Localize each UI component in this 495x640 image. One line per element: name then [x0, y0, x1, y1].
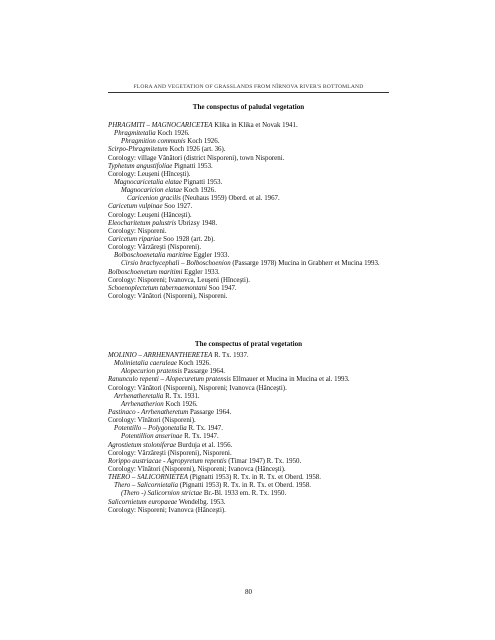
conspectus-line: [108, 385, 393, 393]
taxon-name: THERO – SALICORNIETEA: [108, 474, 189, 482]
conspectus-line: [108, 368, 393, 376]
taxon-name: PHRAGMITI – MAGNOCARICETEA: [108, 122, 213, 129]
conspectus-line: [108, 260, 393, 268]
taxon-name: Caricenion gracilis: [127, 195, 181, 203]
taxon-name: Phragmition communis: [121, 138, 186, 146]
taxon-name: Bolboschoenetalia maritime: [114, 252, 192, 260]
line-text: Corology: Vînători (Nisporeni), Nisporeni; Ivanovca (Hânceşti).: [108, 465, 286, 473]
line-text: R. Tx. 1931.: [163, 392, 200, 400]
conspectus-line: [108, 482, 393, 490]
line-text: Corology: Leuşeni (Hînceşti).: [108, 170, 191, 178]
conspectus-line: [108, 393, 393, 401]
conspectus-line: [108, 293, 393, 301]
line-text: Pignatti 1953.: [172, 162, 213, 170]
conspectus-line: [108, 442, 393, 450]
taxon-name: Ranunculo repenti – Alopecuretum pratensis: [108, 376, 231, 384]
line-text: (Neuhaus 1959) Oberd. et al. 1967.: [180, 195, 280, 203]
conspectus-line: [108, 195, 393, 203]
pratal-conspectus: [108, 352, 393, 515]
paludal-conspectus: [108, 122, 393, 301]
conspectus-line: [108, 187, 393, 195]
taxon-name: Magnocaricion elatae: [121, 187, 183, 195]
taxon-name: Schoenoplectetum tabernaemontani: [108, 284, 207, 292]
taxon-name: Phragmitetalia: [114, 130, 156, 138]
conspectus-line: [108, 179, 393, 187]
line-text: Koch 1926.: [155, 130, 190, 138]
line-text: Eggler 1933.: [191, 252, 230, 260]
conspectus-line: [108, 425, 393, 433]
line-text: Soo 1947.: [206, 284, 237, 292]
conspectus-line: [108, 499, 393, 507]
taxon-name: Agrostietum stoloniferae: [108, 441, 177, 449]
line-text: Corology: Nisporeni; Ivanovca (Hânceşti).: [108, 506, 226, 514]
conspectus-line: [108, 466, 393, 474]
line-text: Corology: Nisporeni.: [108, 227, 167, 235]
line-text: R. Tx. 1937.: [212, 352, 249, 359]
line-text: Corology: Vărzăreşti (Nisporeni).: [108, 244, 202, 252]
line-text: Corology: Vînători (Nisporeni).: [108, 417, 196, 425]
taxon-name: Caricetum vulpinae: [108, 203, 163, 211]
section-title-pratal: The conspectus of pratal vegetation: [194, 340, 303, 348]
conspectus-line: [108, 212, 393, 220]
line-text: (Pignatti 1953) R. Tx. in R. Tx. et Oberd. 1958.: [188, 474, 321, 482]
line-text: Br.-Bl. 1933 em. R. Tx. 1950.: [202, 490, 287, 498]
taxon-name: Potentillion anserinae: [121, 433, 183, 441]
line-text: Koch 1926.: [176, 360, 211, 368]
conspectus-line: [108, 171, 393, 179]
taxon-name: Salicornietum europaeae: [108, 498, 178, 506]
conspectus-line: [108, 277, 393, 285]
line-text: (Timar 1947) R. Tx. 1950.: [226, 457, 302, 465]
conspectus-line: [108, 352, 393, 360]
taxon-name: Molinietalia caeruleae: [114, 360, 177, 368]
line-text: Pignatti 1953.: [181, 178, 223, 186]
conspectus-line: [108, 401, 393, 409]
line-text: Ubrizsy 1948.: [176, 219, 218, 227]
taxon-name: Potentillo – Polygonetalia: [114, 425, 187, 433]
line-text: Burduja et al. 1956.: [176, 441, 233, 449]
taxon-name: Arrhenatherion: [121, 400, 164, 408]
line-text: Soo 1928 (art. 2b).: [161, 235, 215, 243]
line-text: Koch 1926.: [185, 138, 220, 146]
conspectus-line: [108, 433, 393, 441]
line-text: Corology: Vânători (Nisporeni), Nisporeni; Ivanovca (Hânceşti).: [108, 384, 287, 392]
taxon-name: Alopecurion pratensis: [121, 368, 183, 376]
conspectus-line: [108, 122, 393, 130]
conspectus-line: [108, 155, 393, 163]
taxon-name: Rorippo austriacae - Agropyretum repentis: [108, 457, 227, 465]
taxon-name: Thero – Salicornietalia: [114, 482, 179, 490]
taxon-name: Typhetum angustifoliae: [108, 162, 173, 170]
taxon-name: Cirsio brachycephali – Bolboschoenion: [121, 260, 231, 268]
conspectus-line: [108, 507, 393, 515]
taxon-name: MOLINIO – ARRHENANTHERETEA: [108, 352, 213, 359]
taxon-name: Pastinaco - Arrhenatheretum: [108, 408, 189, 416]
conspectus-line: [108, 138, 393, 146]
conspectus-line: [108, 417, 393, 425]
line-text: R. Tx. 1947.: [186, 425, 223, 433]
conspectus-line: [108, 360, 393, 368]
line-text: Corology: Leuşeni (Hânceşti).: [108, 211, 192, 219]
section-title-paludal: The conspectus of paludal vegetation: [192, 103, 305, 111]
conspectus-line: [108, 228, 393, 236]
line-text: Koch 1926 (art. 36).: [167, 146, 226, 154]
line-text: (Pignatti 1953) R. Tx. in R. Tx. et Oberd. 1958.: [178, 482, 312, 490]
conspectus-line: [108, 130, 393, 138]
conspectus-line: [108, 409, 393, 417]
conspectus-line: [108, 203, 393, 211]
conspectus-line: [108, 252, 393, 260]
line-text: Corology: village Vânători (district Nisporeni), town Nisporeni.: [108, 154, 285, 162]
conspectus-line: [108, 146, 393, 154]
line-text: Eggler 1933.: [182, 268, 220, 276]
line-text: Soo 1927.: [162, 203, 193, 211]
conspectus-line: [108, 285, 393, 293]
taxon-name: Caricetum ripariae: [108, 235, 162, 243]
conspectus-line: [108, 490, 393, 498]
line-text: Passarge 1964.: [188, 408, 232, 416]
header-rule: [108, 92, 389, 93]
conspectus-line: [108, 220, 393, 228]
conspectus-line: [108, 236, 393, 244]
line-text: Koch 1926.: [163, 400, 198, 408]
conspectus-line: [108, 376, 393, 384]
conspectus-line: [108, 244, 393, 252]
line-text: Passarge 1964.: [182, 368, 225, 376]
taxon-name: Bolboschoenetum maritimi: [108, 268, 183, 276]
line-text: Koch 1926.: [182, 187, 216, 195]
line-text: Corology: Nisporeni; Ivanovca, Leuşeni (Hînceşti).: [108, 276, 250, 284]
taxon-name: (Thero -) Salicornion strictae: [121, 490, 203, 498]
conspectus-line: [108, 474, 393, 482]
conspectus-line: [108, 163, 393, 171]
line-text: Corology: Vărzăreşti (Nisporeni), Nisporeni.: [108, 449, 232, 457]
conspectus-line: [108, 458, 393, 466]
taxon-name: Eleocharitetum palustris: [108, 219, 177, 227]
line-text: Klika in Klika et Novak 1941.: [212, 122, 298, 129]
line-text: Ellmauer et Mucina in Mucina et al. 1993.: [231, 376, 350, 384]
line-text: Corology: Vânători (Nisporeni), Nisporeni.: [108, 292, 228, 300]
running-head: FLORA AND VEGETATION OF GRASSLANDS FROM NÎRNOVA RIVER'S BOTTOMLAND: [133, 84, 364, 90]
taxon-name: Scirpo-Phragmitetum: [108, 146, 168, 154]
conspectus-line: [108, 450, 393, 458]
page-number: 80: [245, 588, 252, 596]
line-text: Wendelbg. 1953.: [177, 498, 226, 506]
line-text: (Passarge 1978) Mucina in Grabherr et Mucina 1993.: [230, 260, 380, 268]
line-text: R. Tx. 1947.: [182, 433, 219, 441]
taxon-name: Arrhenatheretalia: [114, 392, 164, 400]
taxon-name: Magnocaricetalia elatae: [114, 178, 182, 186]
conspectus-line: [108, 269, 393, 277]
